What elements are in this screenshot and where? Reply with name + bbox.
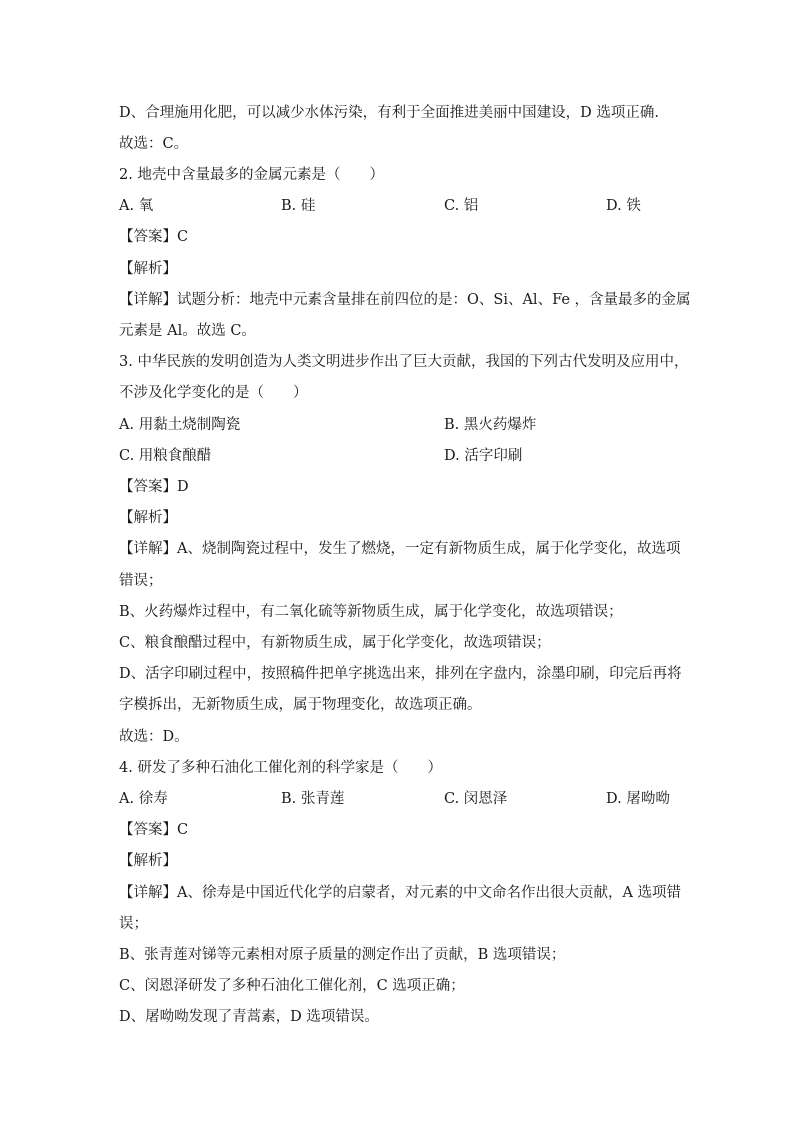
q2-option-c: C. 铝 — [444, 198, 479, 214]
q3-answer: 【答案】D — [119, 479, 189, 495]
q1-conclusion: 故选：C。 — [119, 136, 189, 152]
q3-option-c: C. 用粮食酿醋 — [119, 448, 212, 464]
q3-option-c-explanation: C、粮食酿醋过程中，有新物质生成，属于化学变化，故选项错误； — [119, 635, 551, 651]
q3-option-b-explanation: B、火药爆炸过程中，有二氧化硫等新物质生成，属于化学变化，故选项错误； — [119, 604, 623, 620]
q4-option-c: C. 闵恩泽 — [444, 791, 508, 807]
q4-analysis-heading: 【解析】 — [119, 853, 177, 869]
q4-option-d: D. 屠呦呦 — [606, 791, 670, 807]
q2-analysis-heading: 【解析】 — [119, 261, 177, 277]
q4-stem: 4. 研发了多种石油化工催化剂的科学家是（ ） — [119, 760, 442, 776]
q2-detail-line-1: 【详解】试题分析：地壳中元素含量排在前四位的是：O、Si、Al、Fe ，含量最多的金属 — [119, 292, 691, 308]
q2-answer: 【答案】C — [119, 229, 189, 245]
q4-option-c-explanation: C、闵恩泽研发了多种石油化工催化剂，C 选项正确； — [119, 978, 465, 994]
q3-stem-line-1: 3. 中华民族的发明创造为人类文明进步作出了巨大贡献，我国的下列古代发明及应用中， — [119, 354, 689, 370]
q3-option-d: D. 活字印刷 — [444, 448, 523, 464]
q4-detail-line-1: 【详解】A、徐寿是中国近代化学的启蒙者，对元素的中文命名作出很大贡献，A 选项错 — [119, 885, 682, 901]
q3-option-d-explanation-line-1: D、活字印刷过程中，按照稿件把单字挑选出来，排列在字盘内，涂墨印刷，印完后再将 — [119, 666, 682, 682]
q4-option-d-explanation: D、屠呦呦发现了青蒿素，D 选项错误。 — [119, 1009, 379, 1025]
q4-option-b-explanation: B、张青莲对锑等元素相对原子质量的测定作出了贡献，B 选项错误； — [119, 947, 566, 963]
q4-option-a: A. 徐寿 — [119, 791, 168, 807]
q2-option-b: B. 硅 — [281, 198, 316, 214]
q3-option-d-explanation-line-2: 字模拆出，无新物质生成，属于物理变化，故选项正确。 — [119, 697, 482, 713]
q4-option-b: B. 张青莲 — [281, 791, 345, 807]
q3-detail-line-1: 【详解】A、烧制陶瓷过程中，发生了燃烧，一定有新物质生成，属于化学变化，故选项 — [119, 541, 681, 557]
q2-option-d: D. 铁 — [606, 198, 641, 214]
q3-option-a: A. 用黏土烧制陶瓷 — [119, 417, 241, 433]
q3-detail-line-2: 错误； — [119, 573, 163, 589]
q3-analysis-heading: 【解析】 — [119, 510, 177, 526]
q4-detail-line-2: 误； — [119, 916, 148, 932]
q3-conclusion: 故选：D。 — [119, 729, 189, 745]
q1-option-d-explanation: D、合理施用化肥，可以减少水体污染，有利于全面推进美丽中国建设，D 选项正确. — [119, 105, 659, 121]
q3-option-b: B. 黑火药爆炸 — [444, 417, 537, 433]
q2-option-a: A. 氧 — [119, 198, 154, 214]
q2-detail-line-2: 元素是 Al。故选 C。 — [119, 323, 256, 339]
q2-stem: 2. 地壳中含量最多的金属元素是（ ） — [119, 167, 384, 183]
q3-stem-line-2: 不涉及化学变化的是（ ） — [119, 385, 308, 401]
q4-answer: 【答案】C — [119, 822, 189, 838]
